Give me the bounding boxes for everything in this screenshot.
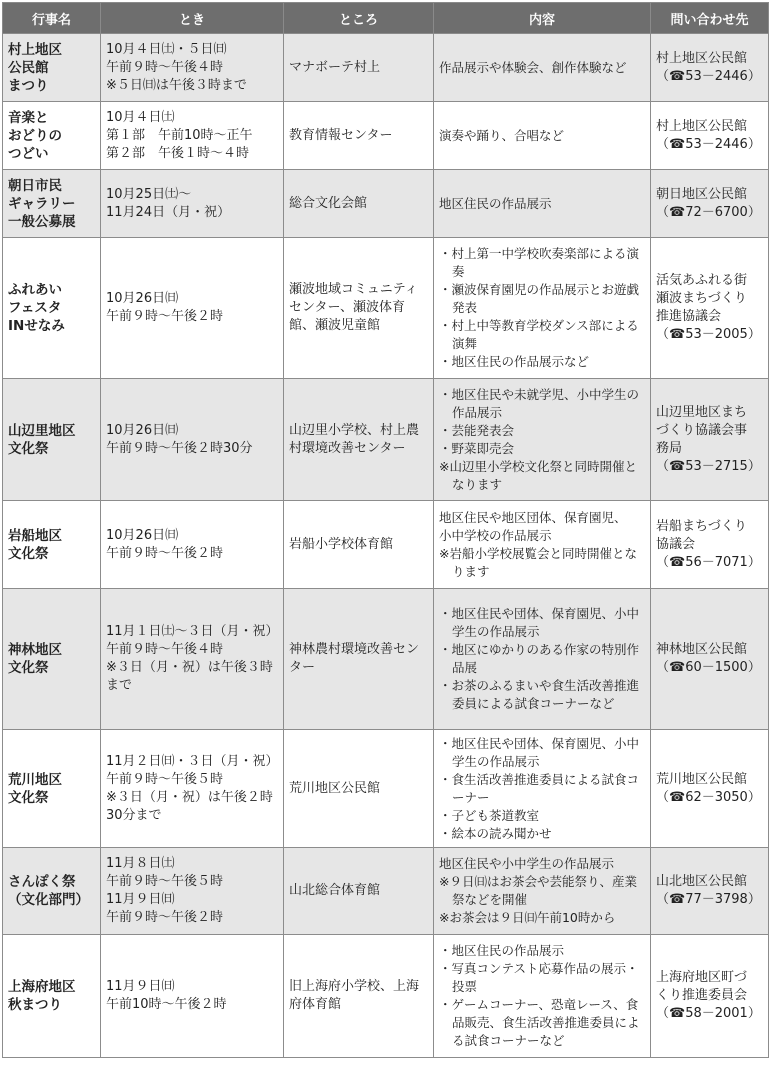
contact-line: （☎60－1500） [656,660,761,675]
content-line: ・地区住民の作品展示など [439,354,590,369]
content-line: 地区住民や小中学生の作品展示 [439,856,615,871]
contact-cell [651,589,769,730]
header-venue: ところ [284,3,434,34]
event-name-cell [3,848,101,935]
event-name-line: INせなみ [8,318,65,334]
event-name-line: さんぽく祭 [8,874,76,890]
content-cell [434,34,651,102]
contact-line: づくり協議会事 [656,422,748,438]
venue-cell: 神林農村環境改善センター [284,589,434,730]
date-time-line: 午前９時～午後２時30分 [106,440,253,456]
event-name-line: 上海府地区 [8,979,76,995]
content-line: ・食生活改善推進委員による試食コーナー [439,771,640,805]
table-row [3,589,769,730]
content-line: ・野菜即売会 [439,440,515,456]
event-name-line: つどい [8,145,49,162]
contact-line: くり推進委員会 [656,988,748,1003]
date-time-line: 午前10時～午後２時 [106,997,227,1012]
event-name-cell [3,102,101,170]
date-time-line: ※５日㈰は午後３時まで [106,77,247,93]
event-name-cell [3,170,101,238]
table-row [3,501,769,589]
content-cell [434,238,651,379]
contact-cell [651,238,769,379]
venue-cell: マナボーテ村上 [284,34,434,102]
event-name-line: 文化祭 [8,545,49,562]
table-body [3,34,769,1058]
date-time-line: 10月４日㈯・５日㈰ [106,41,227,57]
table-row [3,730,769,848]
table-row [3,238,769,379]
date-time-line: ※３日（月・祝）は午後２時30分まで [106,789,273,823]
contact-line: （☎72－6700） [656,204,761,220]
venue-cell: 荒川地区公民館 [284,730,434,848]
date-time-line: 第１部 午前10時～正午 [106,127,253,143]
date-time-line: 午前９時～午後２時 [106,309,224,324]
table-row [3,379,769,501]
content-line: ・芸能発表会 [439,422,515,438]
header-content: 内容 [434,3,651,34]
event-name-line: 朝日市民 [8,177,62,194]
date-time-line: 10月26日㈰ [106,422,179,438]
venue-cell: 教育情報センター [284,102,434,170]
date-time-line: 10月４日㈯ [106,109,175,125]
header-event-name: 行事名 [3,3,101,34]
date-time-cell [101,379,284,501]
contact-cell [651,34,769,102]
event-name-line: 文化祭 [8,660,49,676]
event-name-cell [3,501,101,589]
venue-cell: 山北総合体育館 [284,848,434,935]
header-contact: 問い合わせ先 [651,3,769,34]
date-time-line: 午前９時～午後２時 [106,545,224,561]
event-name-cell [3,379,101,501]
contact-line: （☎53－2005） [656,327,761,342]
table-row [3,34,769,102]
table-row [3,102,769,170]
table-row [3,170,769,238]
event-name-cell [3,238,101,379]
contact-line: 推進協議会 [656,309,722,324]
contact-line: 山辺里地区まち [656,404,748,420]
content-line: ・村上中等教育学校ダンス部による演舞 [439,318,639,351]
date-time-cell [101,848,284,935]
date-time-line: 午前９時～午後２時 [106,910,224,925]
date-time-line: 午前９時～午後４時 [106,59,224,75]
event-name-line: おどりの [8,127,62,144]
date-time-line: 11月２日㈰・３日（月・祝） [106,753,279,769]
contact-line: 協議会 [656,536,696,552]
date-time-line: 10月26日㈰ [106,527,179,543]
content-line: 作品展示や体験会、創作体験など [439,59,627,75]
event-name-line: 神林地区 [8,642,62,658]
content-cell [434,935,651,1058]
contact-cell [651,848,769,935]
event-name-line: （文化部門） [8,892,89,908]
content-line: ※お茶会は９日㈰午前10時から [439,910,616,925]
date-time-line: 11月１日㈯～３日（月・祝） [106,624,279,639]
contact-line: 荒川地区公民館 [656,771,748,787]
contact-line: 山北地区公民館 [656,874,748,889]
date-time-line: 11月９日㈰ [106,892,175,907]
event-name-cell [3,730,101,848]
date-time-line: 午前９時～午後５時 [106,874,224,889]
event-name-line: 文化祭 [8,440,49,457]
contact-line: （☎53－2446） [656,68,761,84]
event-table [2,2,769,1058]
contact-cell [651,935,769,1058]
content-line: ・地区住民や団体、保育園児、小中学生の作品展示 [439,606,640,639]
content-cell [434,379,651,501]
contact-line: （☎56－7071） [656,554,761,570]
contact-line: 朝日地区公民館 [656,186,748,202]
date-time-line: 第２部 午後１時～４時 [106,145,250,161]
date-time-line: 午前９時～午後４時 [106,642,224,657]
content-line: ・地区住民や団体、保育園児、小中学生の作品展示 [439,735,640,769]
event-name-line: 山辺里地区 [8,422,76,439]
contact-cell [651,170,769,238]
event-name-line: 岩船地区 [8,527,62,544]
event-schedule [2,2,768,1058]
date-time-cell [101,730,284,848]
contact-line: 村上地区公民館 [656,50,748,66]
date-time-line: 11月８日㈯ [106,856,175,871]
content-line: 地区住民や地区団体、保育園児、 [439,509,627,525]
event-name-cell [3,935,101,1058]
contact-line: 岩船まちづくり [656,518,747,534]
content-line: 演奏や踊り、合唱など [439,127,565,143]
event-name-cell [3,34,101,102]
event-name-line: 荒川地区 [8,771,62,788]
content-cell [434,102,651,170]
date-time-cell [101,102,284,170]
content-line: ・お茶のふるまいや食生活改善推進委員による試食コーナーなど [439,678,640,711]
content-line: ※９日㈰はお茶会や芸能祭り、産業祭などを開催 [439,874,637,907]
content-cell [434,501,651,589]
contact-line: 瀬波まちづくり [656,291,747,306]
venue-cell: 山辺里小学校、村上農村環境改善センター [284,379,434,501]
contact-cell [651,102,769,170]
date-time-cell [101,501,284,589]
content-line: ・地区住民や未就学児、小中学生の作品展示 [439,386,640,420]
date-time-cell [101,34,284,102]
event-name-line: 文化祭 [8,789,49,806]
contact-line: （☎53－2715） [656,458,761,474]
event-name-line: フェスタ [8,300,62,316]
venue-cell: 瀬波地域コミュニティセンター、瀬波体育館、瀬波児童館 [284,238,434,379]
event-name-line: 公民館 [8,59,49,76]
date-time-line: 午前９時～午後５時 [106,771,224,787]
date-time-cell [101,238,284,379]
contact-line: 上海府地区町づ [656,970,748,985]
date-time-cell [101,935,284,1058]
date-time-line: 10月25日㈯～ [106,186,192,202]
event-name-line: 秋まつり [8,997,62,1013]
table-row [3,935,769,1058]
content-cell [434,589,651,730]
contact-line: （☎58－2001） [656,1006,761,1021]
content-cell [434,730,651,848]
contact-cell [651,730,769,848]
venue-cell: 岩船小学校体育館 [284,501,434,589]
event-name-line: ギャラリー [8,195,76,212]
date-time-cell [101,170,284,238]
event-name-line: ふれあい [8,282,62,298]
event-name-line: 一般公募展 [8,213,76,230]
content-line: 地区住民の作品展示 [439,195,552,211]
table-header-row [3,3,769,34]
contact-line: （☎62－3050） [656,789,761,805]
date-time-cell [101,589,284,730]
event-name-line: 音楽と [8,109,49,126]
content-cell [434,848,651,935]
content-line: ※山辺里小学校文化祭と同時開催となります [439,458,637,492]
table-row [3,848,769,935]
content-line: ・地区住民の作品展示 [439,943,565,958]
header-date-time: とき [101,3,284,34]
content-line: ・子ども茶道教室 [439,807,540,823]
contact-line: 神林地区公民館 [656,642,748,657]
contact-cell [651,501,769,589]
content-cell [434,170,651,238]
event-name-line: 村上地区 [8,41,62,58]
content-line: ・瀬波保育園児の作品展示とお遊戯発表 [439,282,640,315]
content-line: ・写真コンテスト応募作品の展示・投票 [439,961,639,994]
date-time-line: 11月24日（月・祝） [106,204,231,220]
date-time-line: ※３日（月・祝）は午後３時まで [106,660,273,693]
contact-line: （☎53－2446） [656,136,761,152]
content-line: ・村上第一中学校吹奏楽部による演奏 [439,246,640,279]
content-line: ・地区にゆかりのある作家の特別作品展 [439,642,640,675]
content-line: ※岩船小学校展覧会と同時開催となります [439,545,637,579]
event-name-cell [3,589,101,730]
content-line: ・絵本の読み聞かせ [439,825,552,841]
date-time-line: 11月９日㈰ [106,979,175,994]
content-line: ・ゲームコーナー、恐竜レース、食品販売、食生活改善推進委員による試食コーナーなど [439,997,640,1048]
content-line: 小中学校の作品展示 [439,527,552,543]
contact-line: 務局 [656,440,683,456]
venue-cell: 総合文化会館 [284,170,434,238]
contact-line: （☎77－3798） [656,892,761,907]
contact-line: 活気あふれる街 [656,273,748,288]
contact-line: 村上地区公民館 [656,118,748,134]
contact-cell [651,379,769,501]
venue-cell: 旧上海府小学校、上海府体育館 [284,935,434,1058]
date-time-line: 10月26日㈰ [106,291,179,306]
event-name-line: まつり [8,77,49,94]
